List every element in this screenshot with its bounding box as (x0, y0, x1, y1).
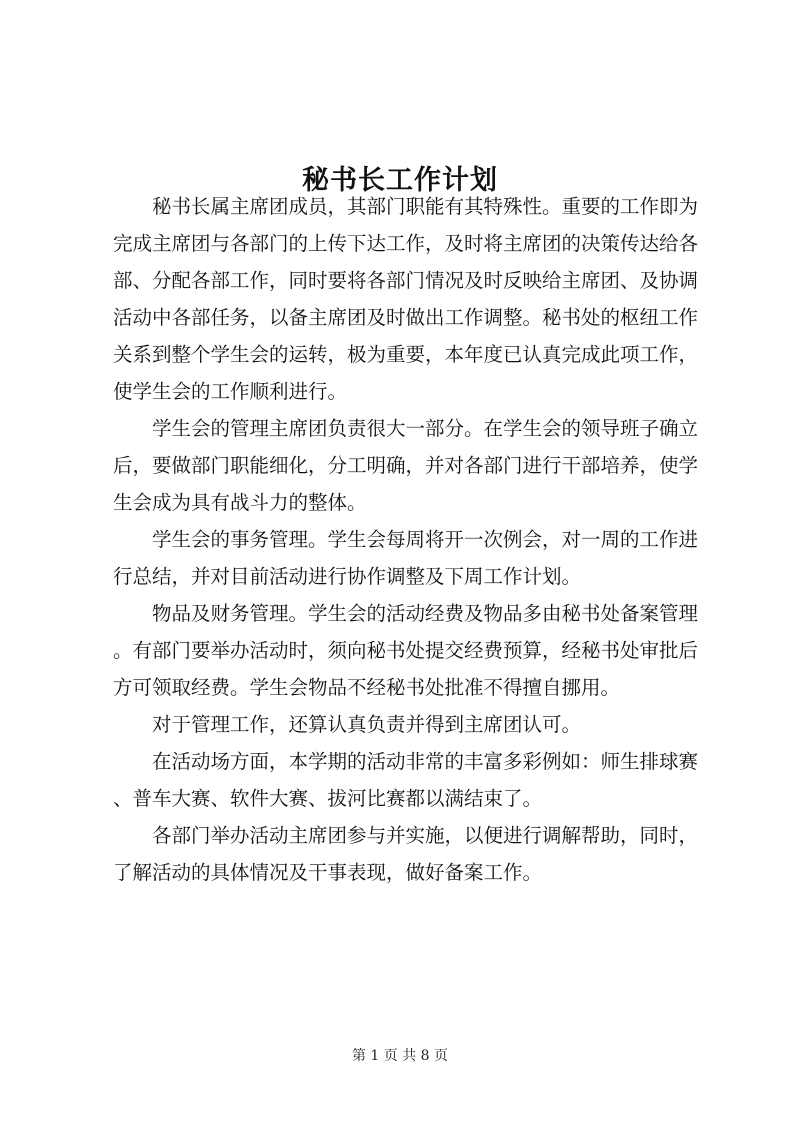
paragraph-3: 学生会的事务管理。学生会每周将开一次例会，对一周的工作进行总结，并对目前活动进行协作调整及下周工作计划。 (113, 528, 699, 588)
paragraph-6: 在活动场方面，本学期的活动非常的丰富多彩例如：师生排球赛、普车大赛、软件大赛、拔河比赛都以满结束了。 (113, 750, 699, 810)
paragraph-7: 各部门举办活动主席团参与并实施，以便进行调解帮助，同时，了解活动的具体情况及干事表现，做好备案工作。 (113, 824, 699, 884)
paragraph-2: 学生会的管理主席团负责很大一部分。在学生会的领导班子确立后，要做部门职能细化，分工明确，并对各部门进行干部培养，使学生会成为具有战斗力的整体。 (113, 417, 699, 514)
page-number: 第 1 页 共 8 页 (351, 1048, 449, 1064)
paragraph-1: 秘书长属主席团成员，其部门职能有其特殊性。重要的工作即为完成主席团与各部门的上传下达工作，及时将主席团的决策传达给各部、分配各部工作，同时要将各部门情况及时反映给主席团、及协调活动中各部任务，以备主席团及时做出工作调整。秘书处的枢纽工作关系到整个学生会的运转，极为重要，本年度已认真完成此项工作，使学生会的工作顺利进行。 (113, 195, 699, 403)
paragraph-4: 物品及财务管理。学生会的活动经费及物品多由秘书处备案管理。有部门要举办活动时，须向秘书处提交经费预算，经秘书处审批后方可领取经费。学生会物品不经秘书处批准不得擅自挪用。 (113, 602, 699, 699)
page-title: 秘书长工作计划 (302, 165, 498, 197)
page-footer (0, 1046, 800, 1066)
document-body (113, 188, 698, 891)
paragraph-5: 对于管理工作，还算认真负责并得到主席团认可。 (152, 713, 582, 736)
